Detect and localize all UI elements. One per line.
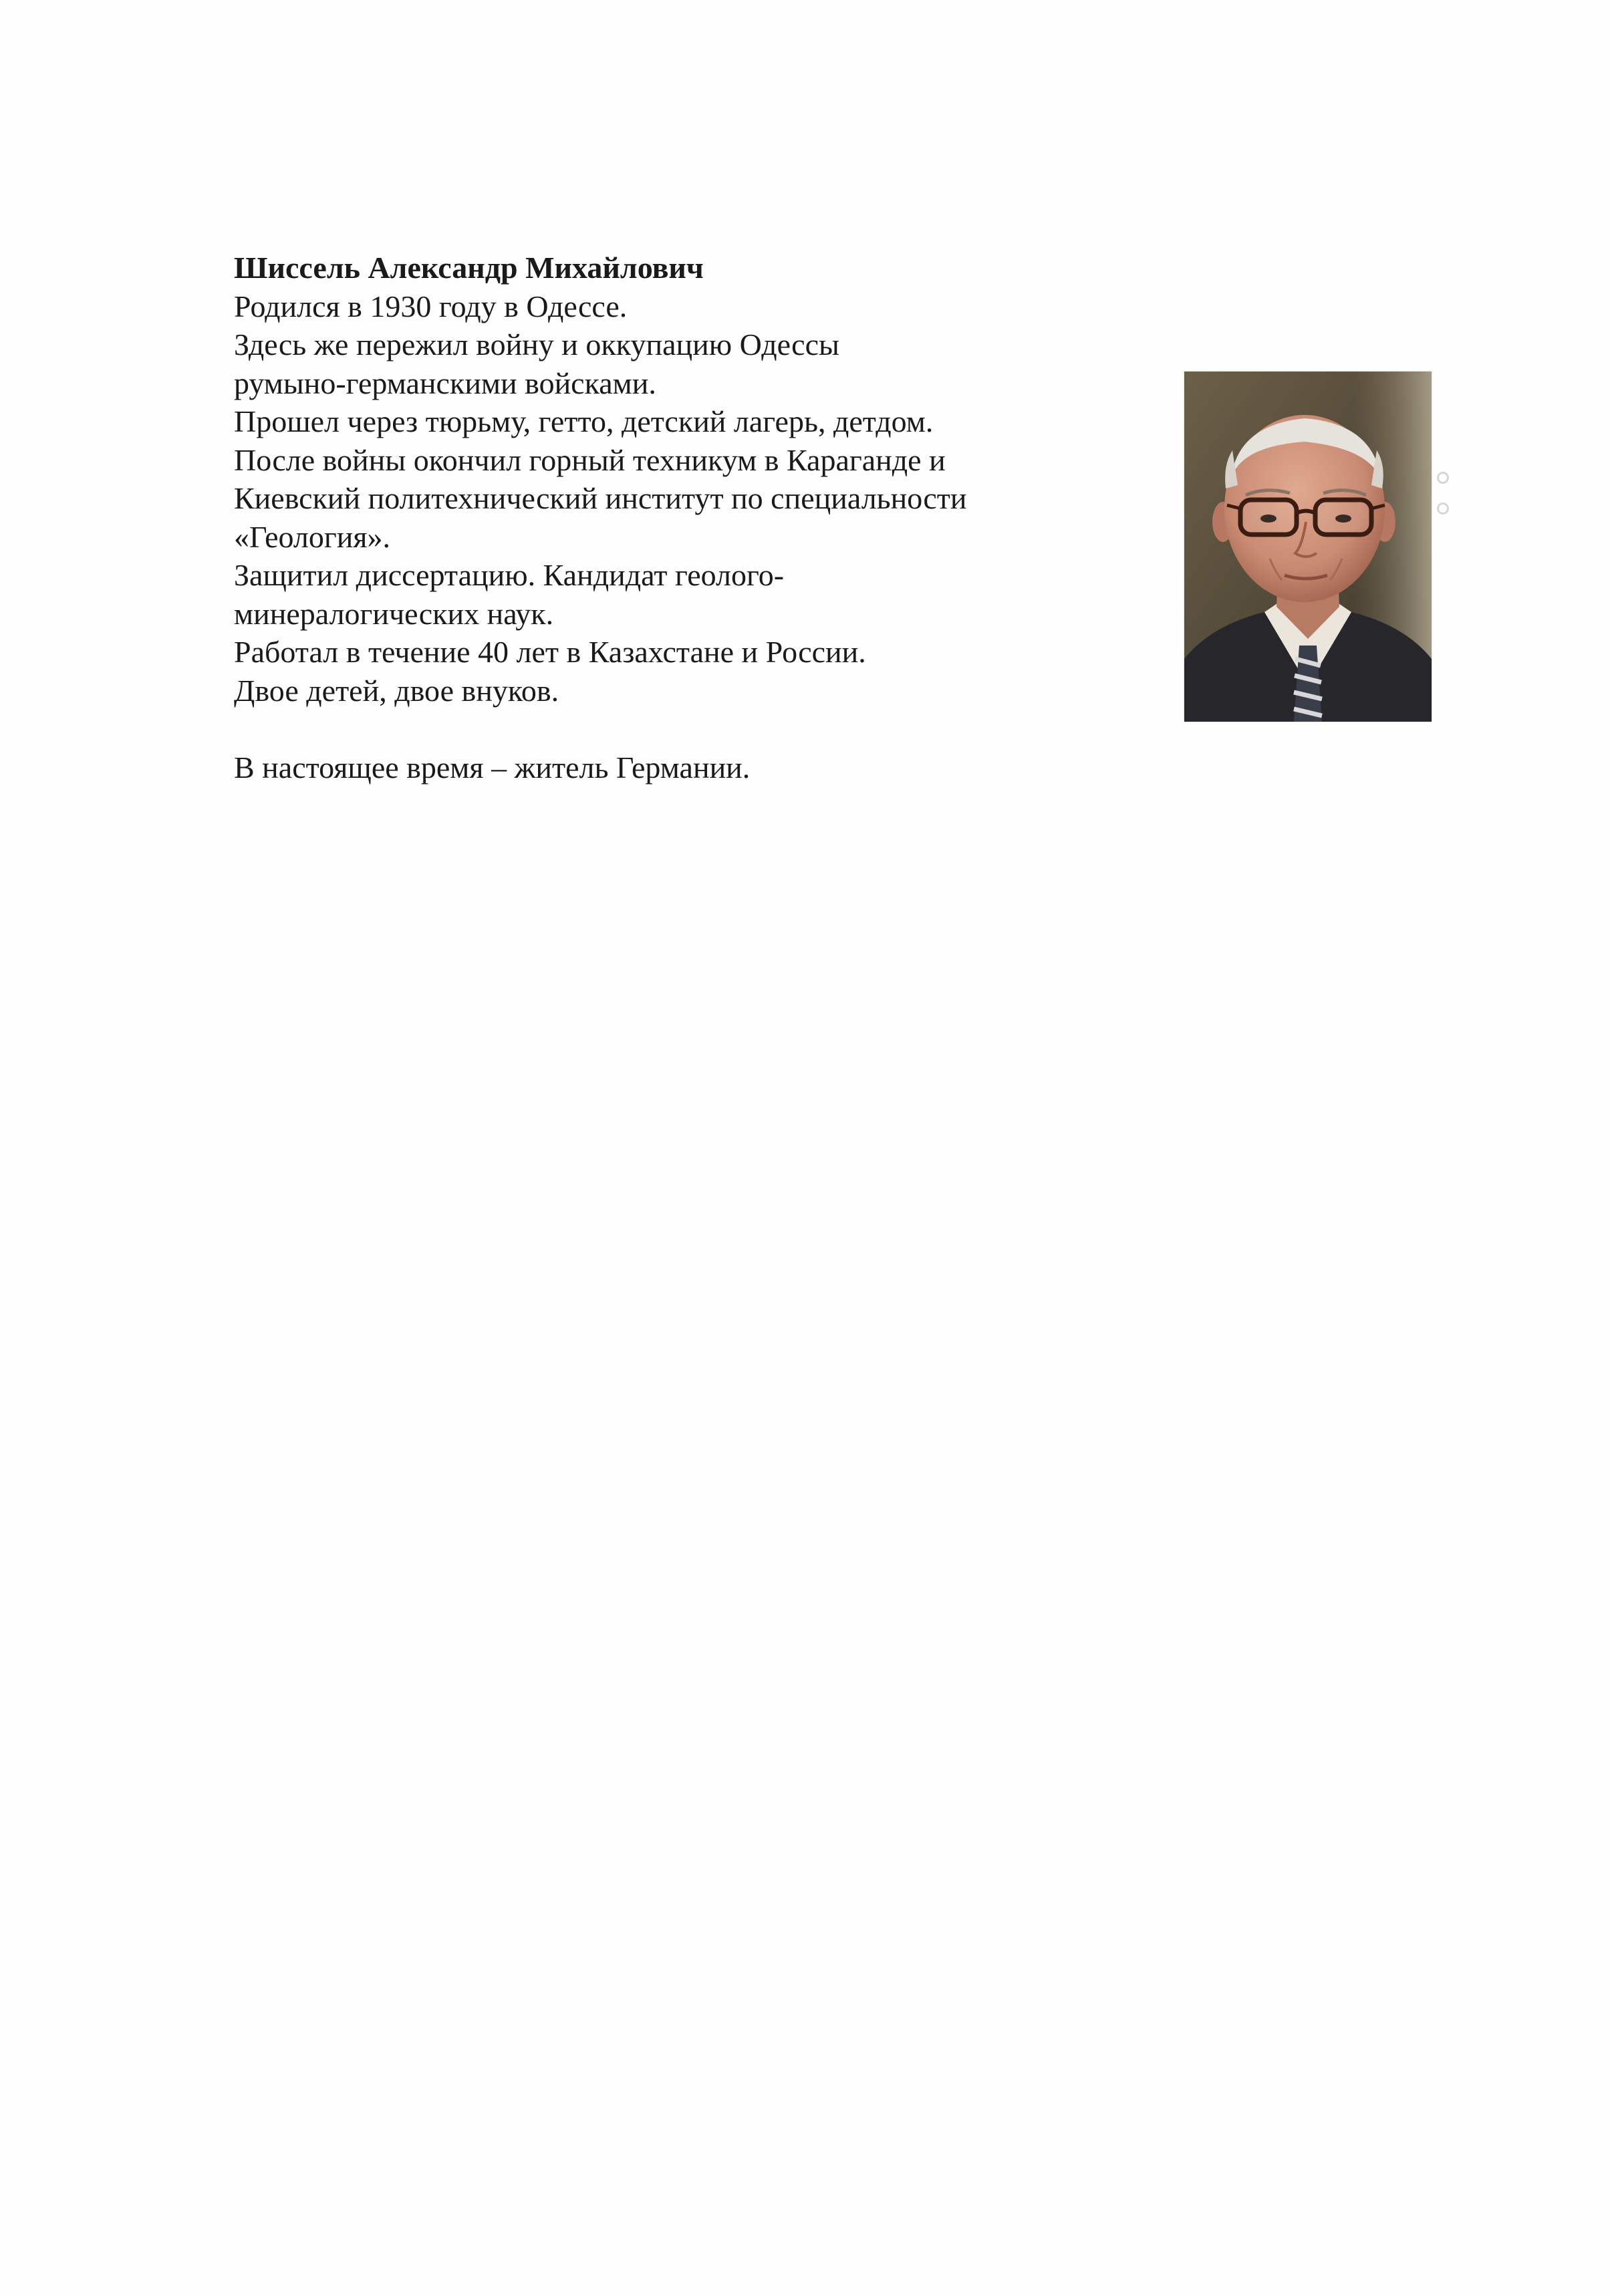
bio-line: После войны окончил горный техникум в Караганде и	[234, 442, 946, 477]
person-name: Шиссель Александр Михайлович	[234, 251, 704, 285]
bio-line: румыно-германскими войсками.	[234, 366, 656, 400]
bio-line: Двое детей, двое внуков.	[234, 673, 559, 708]
portrait-image	[1184, 372, 1432, 722]
paragraph-gap	[234, 710, 1103, 748]
binder-hole-mark	[1437, 503, 1449, 515]
closing-line: В настоящее время – житель Германии.	[234, 750, 751, 784]
biography-text	[234, 249, 1103, 786]
bio-line: Защитил диссертацию. Кандидат геолого-	[234, 558, 785, 592]
bio-line: Прошел через тюрьму, гетто, детский лагерь, детдом.	[234, 404, 934, 438]
bio-line: минералогических наук.	[234, 596, 554, 631]
bio-line: Родился в 1930 году в Одессе.	[234, 289, 628, 323]
portrait-photo	[1184, 372, 1432, 722]
binder-hole-mark	[1437, 472, 1449, 484]
bio-line: «Геология».	[234, 519, 390, 554]
bio-line: Работал в течение 40 лет в Казахстане и России.	[234, 635, 866, 669]
bio-line: Здесь же пережил войну и оккупацию Одессы	[234, 327, 839, 362]
bio-line: Киевский политехнический институт по специальности	[234, 481, 967, 515]
